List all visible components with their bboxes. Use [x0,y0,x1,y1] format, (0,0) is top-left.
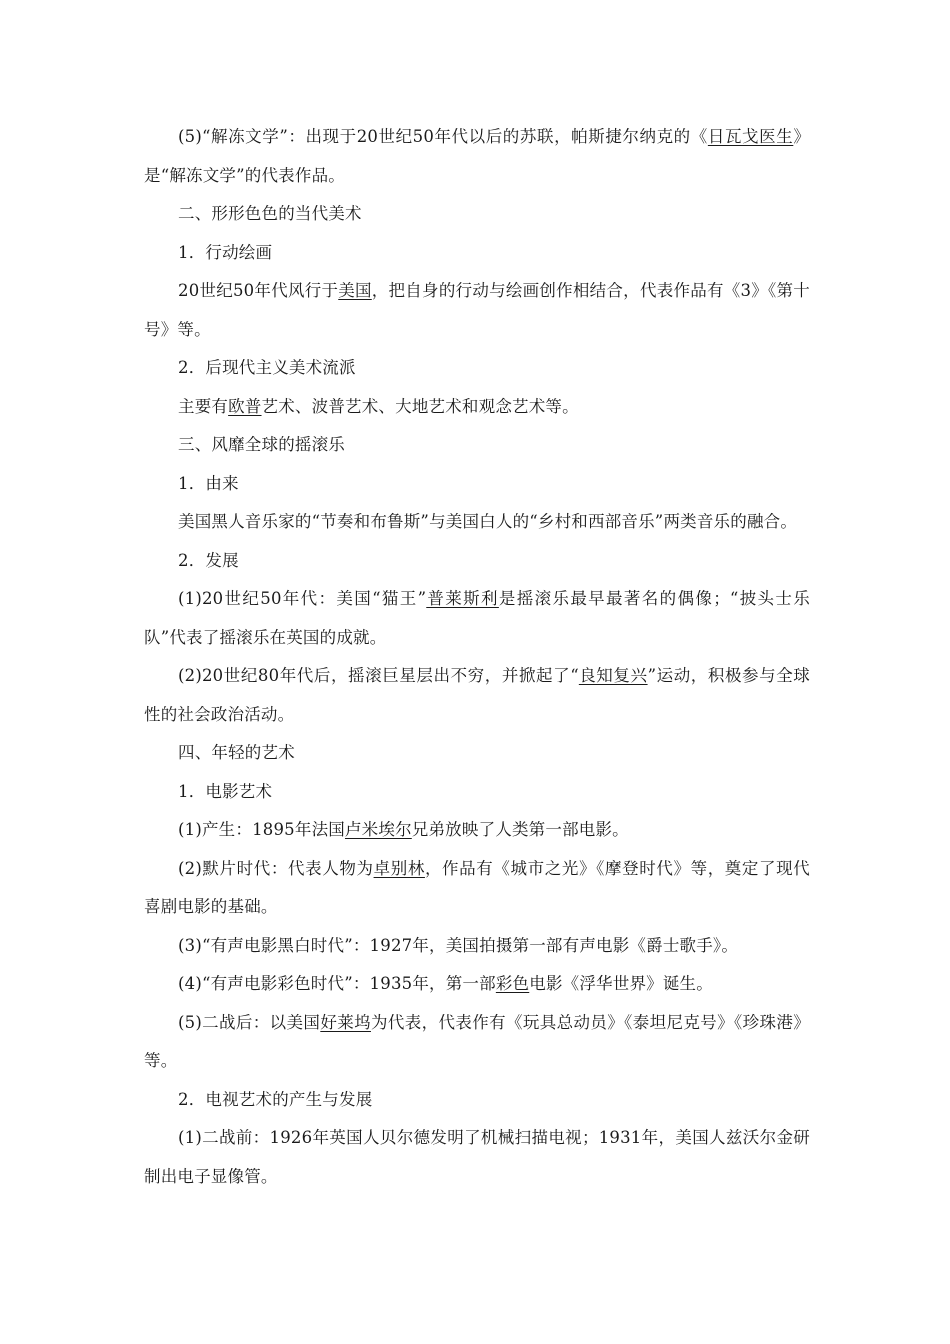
underlined-answer: 欧普 [228,396,262,416]
section-heading-young-art: 四、年轻的艺术 [178,743,295,762]
underlined-answer: 卓别林 [373,858,425,878]
paragraph-rock-1980s: (2)20世纪80年代后，摇滚巨星层出不穷，并掀起了“良知复兴”运动，积极参与全球性的社会政治活动。 [144,666,810,724]
underlined-answer: 日瓦戈医生 [707,127,794,146]
paragraph-tv-prewar: (1)二战前：1926年英国人贝尔德发明了机械扫描电视；1931年，美国人兹沃尔金研制出电子显像管。 [144,1128,810,1186]
section-heading-rock: 三、风靡全球的摇滚乐 [178,435,345,454]
subheading-tv-art: 2．电视艺术的产生与发展 [178,1089,373,1109]
underlined-answer: 良知复兴 [578,666,648,685]
paragraph-rock-1950s: (1)20世纪50年代：美国“猫王”普莱斯利是摇滚乐最早最著名的偶像；“披头士乐队”代表了摇滚乐在英国的成就。 [144,589,810,647]
paragraph-sound-bw-era: (3)“有声电影黑白时代”：1927年，美国拍摄第一部有声电影《爵士歌手》。 [178,935,739,955]
paragraph-silent-era: (2)默片时代：代表人物为卓别林，作品有《城市之光》《摩登时代》等，奠定了现代喜剧电影的基础。 [144,858,810,916]
subheading-rock-origin: 1．由来 [178,473,239,493]
underlined-answer: 彩色 [495,974,530,993]
underlined-answer: 美国 [338,281,372,300]
paragraph-postwar-film: (5)二战后：以美国好莱坞为代表，代表作有《玩具总动员》《泰坦尼克号》《珍珠港》等。 [144,1012,810,1070]
paragraph-action-painting: 20世纪50年代风行于美国，把自身的行动与绘画创作相结合，代表作品有《3》《第十号》等。 [144,281,810,339]
underlined-answer: 卢米埃尔 [344,820,412,839]
paragraph-sound-color-era: (4)“有声电影彩色时代”：1935年，第一部彩色电影《浮华世界》诞生。 [178,974,713,993]
subheading-postmodern-art: 2．后现代主义美术流派 [178,358,356,377]
underlined-answer: 普莱斯利 [426,589,499,608]
paragraph-rock-origin: 美国黑人音乐家的“节奏和布鲁斯”与美国白人的“乡村和西部音乐”两类音乐的融合。 [178,512,798,531]
paragraph-film-origin: (1)产生：1895年法国卢米埃尔兄弟放映了人类第一部电影。 [178,820,629,839]
paragraph-jiedong-literature: (5)“解冻文学”：出现于20世纪50年代以后的苏联，帕斯捷尔纳克的《日瓦戈医生》是“解冻文学”的代表作品。 [144,127,811,185]
subheading-action-painting: 1．行动绘画 [178,242,273,262]
subheading-rock-development: 2．发展 [178,550,239,570]
section-heading-art: 二、形形色色的当代美术 [178,204,362,223]
subheading-film-art: 1．电影艺术 [178,781,273,801]
underlined-answer: 好莱坞 [320,1012,371,1032]
paragraph-postmodern-art: 主要有欧普艺术、波普艺术、大地艺术和观念艺术等。 [178,396,579,416]
